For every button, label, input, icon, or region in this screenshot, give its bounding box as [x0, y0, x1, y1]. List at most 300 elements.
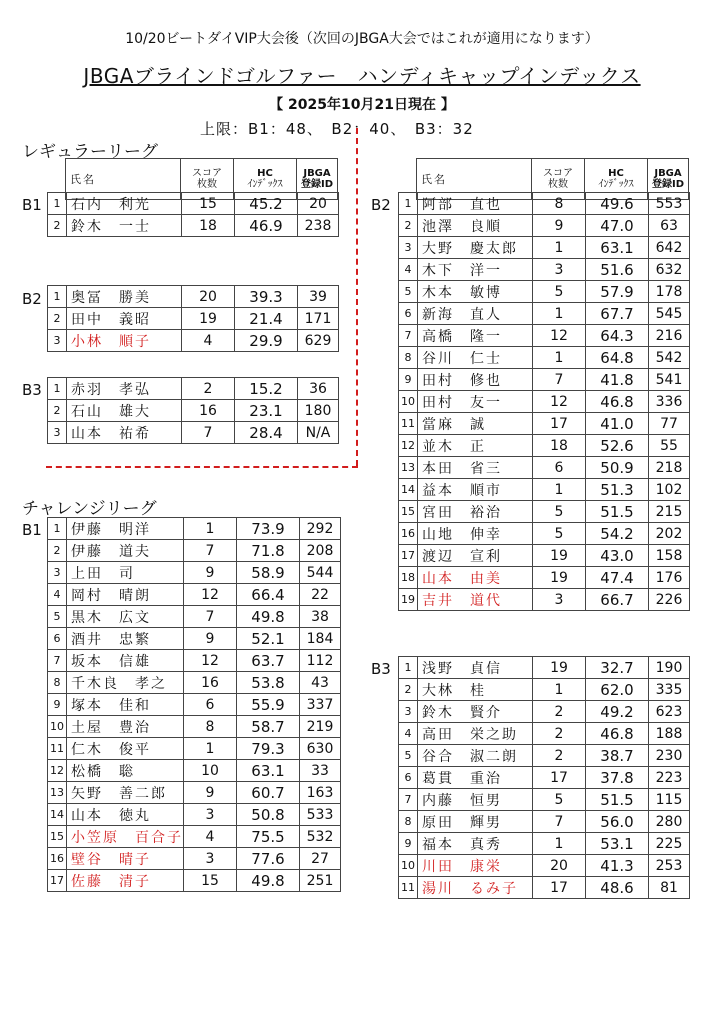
jbga-id: 215 — [649, 501, 690, 523]
header-name: 氏名 — [66, 159, 181, 200]
jbga-id: 553 — [649, 193, 690, 215]
player-name: 内藤 恒男 — [418, 789, 533, 811]
table-row — [399, 523, 690, 545]
player-name: 高田 栄之助 — [418, 723, 533, 745]
as-of-date: 【 2025年10月21日現在 】 — [269, 97, 455, 113]
row-number: 2 — [399, 215, 418, 237]
header-name: 氏名 — [417, 159, 532, 200]
hc-index: 49.8 — [237, 870, 300, 892]
player-name: 石山 雄大 — [67, 400, 182, 422]
row-number: 3 — [48, 422, 67, 444]
table-row — [399, 767, 690, 789]
hc-index: 39.3 — [235, 286, 298, 308]
hc-index: 52.1 — [237, 628, 300, 650]
score-count: 17 — [533, 877, 586, 899]
group-label: B2 — [22, 290, 42, 308]
jbga-id: 63 — [649, 215, 690, 237]
player-name: 赤羽 孝弘 — [67, 378, 182, 400]
hc-index: 63.1 — [237, 760, 300, 782]
notice-line: 10/20ビートダイVIP大会後（次回のJBGA大会ではこれが適用になります） — [125, 31, 599, 47]
jbga-id: 27 — [300, 848, 341, 870]
player-name: 浅野 貞信 — [418, 657, 533, 679]
player-name: 大林 桂 — [418, 679, 533, 701]
jbga-id: 171 — [298, 308, 339, 330]
player-name: 原田 輝男 — [418, 811, 533, 833]
score-count: 20 — [533, 855, 586, 877]
table-row — [399, 657, 690, 679]
table-row — [399, 325, 690, 347]
jbga-id: 280 — [649, 811, 690, 833]
score-count: 8 — [184, 716, 237, 738]
league-divider-horizontal — [46, 466, 358, 468]
row-number: 8 — [399, 347, 418, 369]
jbga-id: 33 — [300, 760, 341, 782]
jbga-id: 542 — [649, 347, 690, 369]
player-name: 岡村 晴朗 — [67, 584, 184, 606]
player-name: 大野 慶太郎 — [418, 237, 533, 259]
score-count: 1 — [533, 237, 586, 259]
score-count: 1 — [533, 347, 586, 369]
table-row — [399, 855, 690, 877]
header-jbga-id: JBGA 登録ID — [297, 159, 338, 200]
row-number: 2 — [48, 308, 67, 330]
score-count: 18 — [182, 215, 235, 237]
row-number: 1 — [48, 518, 67, 540]
row-number: 15 — [399, 501, 418, 523]
hc-index: 49.2 — [586, 701, 649, 723]
jbga-id: 208 — [300, 540, 341, 562]
score-count: 6 — [533, 457, 586, 479]
hc-index: 38.7 — [586, 745, 649, 767]
row-number: 13 — [399, 457, 418, 479]
score-count: 12 — [184, 584, 237, 606]
hc-index: 55.9 — [237, 694, 300, 716]
score-count: 4 — [184, 826, 237, 848]
hc-index: 54.2 — [586, 523, 649, 545]
hc-index: 60.7 — [237, 782, 300, 804]
table-row — [48, 330, 339, 352]
jbga-id: 337 — [300, 694, 341, 716]
score-count: 1 — [533, 479, 586, 501]
row-number: 3 — [399, 701, 418, 723]
table-row — [399, 877, 690, 899]
hc-index: 52.6 — [586, 435, 649, 457]
player-name: 鈴木 一士 — [67, 215, 182, 237]
table-row — [48, 694, 341, 716]
player-name: 酒井 忠繁 — [67, 628, 184, 650]
row-number: 7 — [399, 789, 418, 811]
table-row — [48, 650, 341, 672]
player-name: 矢野 善二郎 — [67, 782, 184, 804]
player-table — [47, 285, 339, 352]
jbga-id: 36 — [298, 378, 339, 400]
player-name: 松橋 聡 — [67, 760, 184, 782]
hc-index: 58.9 — [237, 562, 300, 584]
header-score-count: スコア 枚数 — [532, 159, 585, 200]
jbga-id: 251 — [300, 870, 341, 892]
row-number: 4 — [399, 259, 418, 281]
score-count: 7 — [182, 422, 235, 444]
hc-index: 47.4 — [586, 567, 649, 589]
jbga-id: 629 — [298, 330, 339, 352]
row-number: 10 — [399, 391, 418, 413]
player-name: 奥冨 勝美 — [67, 286, 182, 308]
row-number: 17 — [48, 870, 67, 892]
player-name: 上田 司 — [67, 562, 184, 584]
hc-index: 46.8 — [586, 723, 649, 745]
table-row — [399, 811, 690, 833]
hc-index: 71.8 — [237, 540, 300, 562]
header-jbga-id: JBGA 登録ID — [648, 159, 689, 200]
score-count: 17 — [533, 413, 586, 435]
table-row — [48, 422, 339, 444]
row-number: 17 — [399, 545, 418, 567]
jbga-id: 533 — [300, 804, 341, 826]
row-number: 1 — [48, 378, 67, 400]
row-number: 1 — [48, 193, 67, 215]
hc-index: 56.0 — [586, 811, 649, 833]
table-row — [399, 501, 690, 523]
score-count: 18 — [533, 435, 586, 457]
row-number: 7 — [48, 650, 67, 672]
jbga-id: 218 — [649, 457, 690, 479]
player-name: 田中 義昭 — [67, 308, 182, 330]
score-count: 16 — [182, 400, 235, 422]
player-name: 山本 徳丸 — [67, 804, 184, 826]
jbga-id: 184 — [300, 628, 341, 650]
player-name: 黒木 広文 — [67, 606, 184, 628]
table-row — [399, 193, 690, 215]
hc-index: 57.9 — [586, 281, 649, 303]
row-number: 2 — [48, 215, 67, 237]
player-name: 千木良 孝之 — [67, 672, 184, 694]
score-count: 10 — [184, 760, 237, 782]
jbga-id: 22 — [300, 584, 341, 606]
row-number: 10 — [399, 855, 418, 877]
group-label: B1 — [22, 521, 42, 539]
hc-index: 67.7 — [586, 303, 649, 325]
player-name: 壁谷 晴子 — [67, 848, 184, 870]
hc-index: 43.0 — [586, 545, 649, 567]
row-number: 6 — [48, 628, 67, 650]
score-count: 12 — [533, 325, 586, 347]
row-number: 1 — [399, 657, 418, 679]
jbga-id: 336 — [649, 391, 690, 413]
table-row — [399, 435, 690, 457]
challenge-league-title: チャレンジリーグ — [22, 499, 157, 519]
player-name: 川田 康栄 — [418, 855, 533, 877]
hc-index: 53.1 — [586, 833, 649, 855]
group-label: B3 — [22, 381, 42, 399]
table-row — [399, 679, 690, 701]
jbga-id: 253 — [649, 855, 690, 877]
table-row — [48, 193, 339, 215]
table-row — [48, 628, 341, 650]
jbga-id: 115 — [649, 789, 690, 811]
score-count: 19 — [533, 567, 586, 589]
table-row — [48, 518, 341, 540]
hc-index: 51.5 — [586, 789, 649, 811]
row-number: 15 — [48, 826, 67, 848]
jbga-id: 292 — [300, 518, 341, 540]
row-number: 19 — [399, 589, 418, 611]
score-count: 5 — [533, 281, 586, 303]
jbga-id: 216 — [649, 325, 690, 347]
player-name: 宮田 裕治 — [418, 501, 533, 523]
hc-index: 64.3 — [586, 325, 649, 347]
row-number: 14 — [399, 479, 418, 501]
table-row — [48, 286, 339, 308]
table-row — [48, 826, 341, 848]
table-row — [48, 562, 341, 584]
player-table — [398, 192, 690, 611]
table-row — [399, 833, 690, 855]
table-row — [399, 479, 690, 501]
hc-index: 28.4 — [235, 422, 298, 444]
table-row — [48, 848, 341, 870]
hc-index: 75.5 — [237, 826, 300, 848]
player-table — [47, 377, 339, 444]
score-count: 12 — [533, 391, 586, 413]
player-name: 福本 真秀 — [418, 833, 533, 855]
jbga-id: 225 — [649, 833, 690, 855]
score-count: 3 — [184, 804, 237, 826]
jbga-id: 544 — [300, 562, 341, 584]
hc-index: 50.9 — [586, 457, 649, 479]
jbga-id: 223 — [649, 767, 690, 789]
header-hc-index: HC ｲﾝﾃﾞｯｸｽ — [585, 159, 648, 200]
hc-index: 53.8 — [237, 672, 300, 694]
table-row — [399, 723, 690, 745]
row-number: 18 — [399, 567, 418, 589]
table-row — [399, 259, 690, 281]
score-count: 3 — [533, 259, 586, 281]
hc-index: 46.9 — [235, 215, 298, 237]
hc-index: 51.3 — [586, 479, 649, 501]
hc-index: 41.3 — [586, 855, 649, 877]
row-number: 5 — [399, 745, 418, 767]
score-count: 9 — [184, 562, 237, 584]
player-name: 伊藤 道夫 — [67, 540, 184, 562]
header-hc-index: HC ｲﾝﾃﾞｯｸｽ — [234, 159, 297, 200]
score-count: 1 — [533, 303, 586, 325]
jbga-id: 335 — [649, 679, 690, 701]
player-name: 坂本 信雄 — [67, 650, 184, 672]
hc-index: 48.6 — [586, 877, 649, 899]
table-row — [399, 745, 690, 767]
table-row — [48, 804, 341, 826]
player-name: 山地 伸幸 — [418, 523, 533, 545]
score-count: 9 — [184, 782, 237, 804]
jbga-id: 623 — [649, 701, 690, 723]
hc-index: 49.8 — [237, 606, 300, 628]
table-row — [399, 789, 690, 811]
hc-index: 37.8 — [586, 767, 649, 789]
table-row — [48, 215, 339, 237]
row-number: 7 — [399, 325, 418, 347]
table-row — [399, 457, 690, 479]
player-table — [47, 192, 339, 237]
jbga-id: 112 — [300, 650, 341, 672]
player-name: 池澤 良順 — [418, 215, 533, 237]
table-row — [399, 347, 690, 369]
score-count: 16 — [184, 672, 237, 694]
player-name: 本田 省三 — [418, 457, 533, 479]
score-count: 12 — [184, 650, 237, 672]
player-name: 谷合 淑二朗 — [418, 745, 533, 767]
player-name: 木下 洋一 — [418, 259, 533, 281]
score-count: 2 — [533, 701, 586, 723]
row-number: 3 — [399, 237, 418, 259]
jbga-id: 541 — [649, 369, 690, 391]
hc-index: 41.8 — [586, 369, 649, 391]
hc-index: 66.7 — [586, 589, 649, 611]
score-count: 19 — [533, 657, 586, 679]
table-row — [399, 391, 690, 413]
table-row — [399, 413, 690, 435]
jbga-id: 632 — [649, 259, 690, 281]
jbga-id: 532 — [300, 826, 341, 848]
row-number: 16 — [399, 523, 418, 545]
score-count: 5 — [533, 501, 586, 523]
player-name: 並木 正 — [418, 435, 533, 457]
jbga-id: 20 — [298, 193, 339, 215]
player-name: 益本 順市 — [418, 479, 533, 501]
row-number: 8 — [48, 672, 67, 694]
row-number: 9 — [48, 694, 67, 716]
table-row — [48, 760, 341, 782]
row-number: 9 — [399, 833, 418, 855]
table-row — [48, 738, 341, 760]
score-count: 3 — [184, 848, 237, 870]
player-name: 田村 友一 — [418, 391, 533, 413]
score-count: 1 — [184, 518, 237, 540]
player-name: 葛貫 重治 — [418, 767, 533, 789]
table-row — [48, 672, 341, 694]
row-number: 9 — [399, 369, 418, 391]
hc-index: 41.0 — [586, 413, 649, 435]
table-row — [48, 782, 341, 804]
hc-index: 32.7 — [586, 657, 649, 679]
jbga-id: 77 — [649, 413, 690, 435]
score-count: 7 — [533, 811, 586, 833]
jbga-id: 178 — [649, 281, 690, 303]
table-row — [399, 369, 690, 391]
player-table — [398, 656, 690, 899]
row-number: 1 — [48, 286, 67, 308]
score-count: 8 — [533, 193, 586, 215]
row-number: 5 — [48, 606, 67, 628]
row-number: 11 — [48, 738, 67, 760]
jbga-id: 190 — [649, 657, 690, 679]
row-number: 16 — [48, 848, 67, 870]
player-name: 塚本 佳和 — [67, 694, 184, 716]
table-row — [399, 701, 690, 723]
row-number: 6 — [399, 303, 418, 325]
jbga-id: 55 — [649, 435, 690, 457]
table-row — [48, 540, 341, 562]
row-number: 10 — [48, 716, 67, 738]
row-number: 8 — [399, 811, 418, 833]
player-name: 伊藤 明洋 — [67, 518, 184, 540]
row-number: 13 — [48, 782, 67, 804]
hc-index: 79.3 — [237, 738, 300, 760]
player-table — [47, 517, 341, 892]
hc-index: 50.8 — [237, 804, 300, 826]
jbga-id: 180 — [298, 400, 339, 422]
jbga-id: 176 — [649, 567, 690, 589]
jbga-id: 230 — [649, 745, 690, 767]
hc-index: 23.1 — [235, 400, 298, 422]
player-name: 吉井 道代 — [418, 589, 533, 611]
page-title: JBGAブラインドゴルファー ハンディキャップインデックス — [83, 64, 641, 88]
score-count: 5 — [533, 523, 586, 545]
player-name: 鈴木 賢介 — [418, 701, 533, 723]
player-name: 新海 直人 — [418, 303, 533, 325]
hc-index: 45.2 — [235, 193, 298, 215]
score-count: 19 — [182, 308, 235, 330]
row-number: 5 — [399, 281, 418, 303]
player-name: 佐藤 清子 — [67, 870, 184, 892]
row-number: 1 — [399, 193, 418, 215]
row-number: 4 — [48, 584, 67, 606]
jbga-id: 188 — [649, 723, 690, 745]
score-count: 5 — [533, 789, 586, 811]
hc-index: 29.9 — [235, 330, 298, 352]
player-name: 石内 利光 — [67, 193, 182, 215]
player-name: 谷川 仁士 — [418, 347, 533, 369]
hc-index: 21.4 — [235, 308, 298, 330]
hc-index: 58.7 — [237, 716, 300, 738]
row-number: 2 — [399, 679, 418, 701]
hc-index: 66.4 — [237, 584, 300, 606]
score-count: 6 — [184, 694, 237, 716]
jbga-id: 219 — [300, 716, 341, 738]
table-row — [399, 215, 690, 237]
table-row — [48, 400, 339, 422]
hc-index: 51.6 — [586, 259, 649, 281]
score-count: 2 — [182, 378, 235, 400]
score-count: 7 — [533, 369, 586, 391]
score-count: 9 — [184, 628, 237, 650]
score-count: 2 — [533, 723, 586, 745]
league-divider-vertical — [356, 128, 358, 466]
score-count: 15 — [182, 193, 235, 215]
table-row — [48, 308, 339, 330]
jbga-id: N/A — [298, 422, 339, 444]
jbga-id: 642 — [649, 237, 690, 259]
regular-league-title: レギュラーリーグ — [22, 142, 158, 162]
player-name: 山本 祐希 — [67, 422, 182, 444]
row-number: 2 — [48, 400, 67, 422]
player-name: 山本 由美 — [418, 567, 533, 589]
jbga-id: 202 — [649, 523, 690, 545]
score-count: 4 — [182, 330, 235, 352]
player-name: 小笠原 百合子 — [67, 826, 184, 848]
score-count: 17 — [533, 767, 586, 789]
player-name: 高橋 隆一 — [418, 325, 533, 347]
hc-index: 64.8 — [586, 347, 649, 369]
group-label: B3 — [371, 660, 391, 678]
jbga-id: 158 — [649, 545, 690, 567]
player-name: 湯川 るみ子 — [418, 877, 533, 899]
score-count: 1 — [533, 679, 586, 701]
score-count: 19 — [533, 545, 586, 567]
hc-index: 62.0 — [586, 679, 649, 701]
player-name: 土屋 豊治 — [67, 716, 184, 738]
score-count: 15 — [184, 870, 237, 892]
hc-index: 77.6 — [237, 848, 300, 870]
